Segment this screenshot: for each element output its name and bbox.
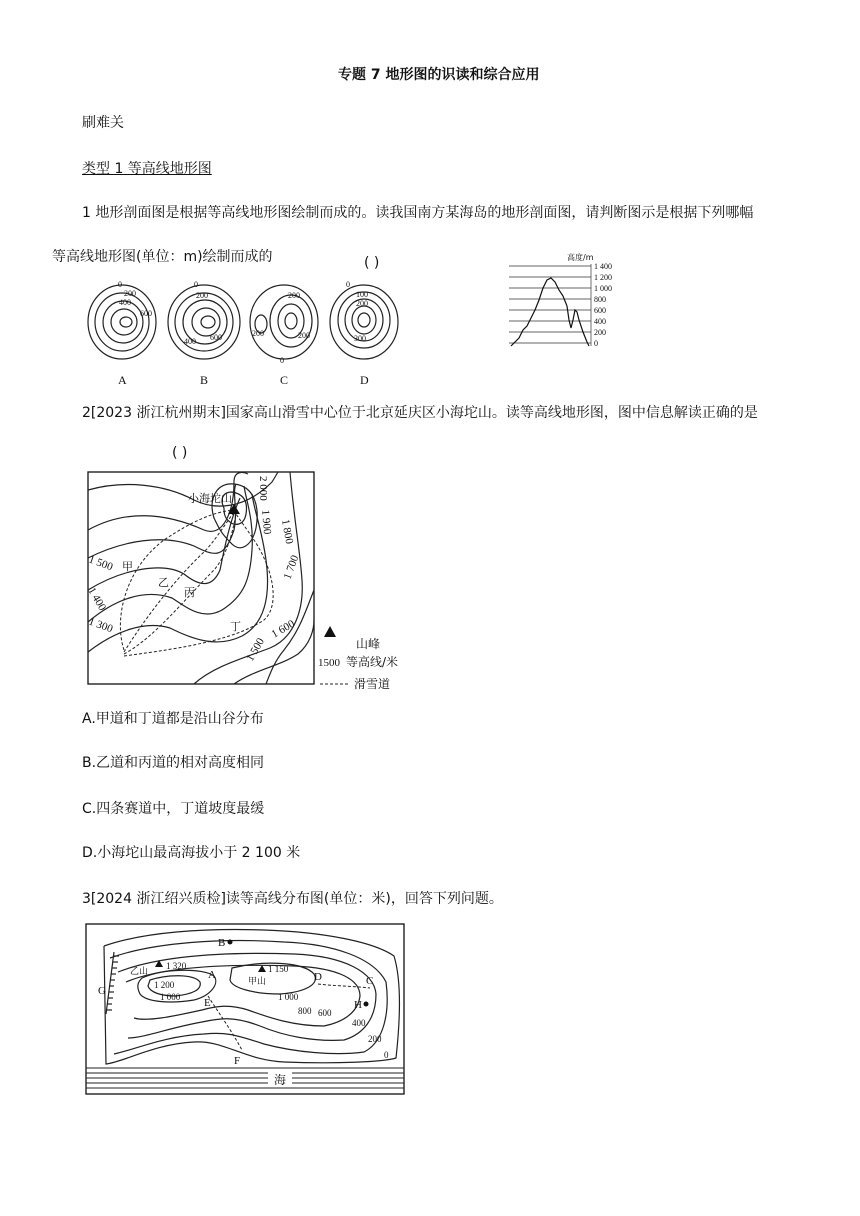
option-b-label: B (200, 373, 209, 387)
contour-label-1600: 1 600 (269, 617, 297, 641)
mountain-yi-label: 乙山 (130, 967, 149, 977)
section-label: 刷难关 (82, 115, 124, 131)
q1-answer-bracket: ( ) (364, 255, 380, 271)
map-a-label-600: 600 (140, 309, 152, 318)
profile-tick-600: 600 (594, 306, 606, 315)
profile-ylabel: 高度/m (567, 253, 594, 262)
legend-peak-icon (324, 626, 336, 637)
point-a-label: A (208, 969, 216, 981)
legend-peak-label: 山峰 (356, 637, 381, 651)
height-800: 800 (298, 1006, 312, 1016)
q3-text-line1: 3[2024 浙江绍兴质检]读等高线分布图(单位：米)，回答下列问题。 (82, 891, 503, 907)
contour-label-1500b: 1 500 (86, 553, 115, 574)
q2-text-line1: 2[2023 浙江杭州期末]国家高山滑雪中心位于北京延庆区小海坨山。读等高线地形图，图中信息解读正确的是 (82, 405, 758, 421)
contour-label-1900: 1 900 (259, 509, 274, 535)
legend-ski-label: 滑雪道 (354, 677, 391, 691)
contour-label-1700: 1 700 (281, 553, 302, 582)
legend-contour-value: 1500 (318, 657, 340, 669)
map-d-label-0: 0 (346, 280, 350, 289)
map-b-label-600: 600 (210, 333, 222, 342)
height-400: 400 (352, 1018, 366, 1028)
profile-tick-1000: 1 000 (594, 284, 612, 293)
height-0: 0 (384, 1050, 389, 1060)
point-e-label: E (204, 997, 211, 1009)
q2-option-a: A.甲道和丁道都是沿山谷分布 (82, 711, 264, 727)
height-1150: 1 150 (268, 964, 289, 974)
point-c-label: C (366, 975, 374, 987)
profile-tick-1200: 1 200 (594, 273, 612, 282)
height-600: 600 (318, 1008, 332, 1018)
q2-contour-map (84, 470, 414, 694)
road-bing-label: 丙 (184, 586, 195, 599)
map-c-label-200c: 200 (298, 331, 310, 340)
point-g-label: G (98, 985, 106, 997)
height-1000b: 1 000 (278, 992, 299, 1002)
height-1000a: 1 000 (160, 992, 181, 1002)
q2-option-d: D.小海坨山最高海拔小于 2 100 米 (82, 845, 301, 861)
road-yi-label: 乙 (158, 576, 169, 589)
height-200: 200 (368, 1034, 382, 1044)
type-label: 类型 1 等高线地形图 (82, 161, 212, 177)
option-c-label: C (280, 373, 289, 387)
profile-tick-400: 400 (594, 317, 606, 326)
q1-text-line1: 1 地形剖面图是根据等高线地形图绘制而成的。读我国南方某海岛的地形剖面图，请判断图示是根据下列哪幅 (82, 205, 754, 221)
q2-option-c: C.四条赛道中，丁道坡度最缓 (82, 801, 265, 817)
point-f-label: F (234, 1055, 241, 1067)
q2-answer-bracket: ( ) (172, 445, 188, 461)
profile-tick-800: 800 (594, 295, 606, 304)
height-1200: 1 200 (154, 980, 175, 990)
map-a-label-0: 0 (118, 280, 122, 289)
contour-label-1800: 1 800 (279, 518, 296, 545)
legend-contour-label: 等高线/米 (346, 655, 399, 669)
profile-tick-200: 200 (594, 328, 606, 337)
sea-label: 海 (274, 1073, 287, 1087)
point-h-label: H (354, 999, 362, 1011)
map-b-label-0: 0 (194, 280, 198, 289)
profile-tick-1400: 1 400 (594, 262, 612, 271)
map-d-label-100: 100 (356, 290, 368, 299)
road-ding-label: 丁 (230, 620, 241, 633)
option-a-label: A (118, 373, 127, 387)
mountain-jia-label: 甲山 (248, 977, 267, 987)
point-b-label: B (218, 937, 226, 949)
q2-option-b: B.乙道和丙道的相对高度相同 (82, 755, 265, 771)
map-b-label-200: 200 (196, 291, 208, 300)
q1-contour-maps (84, 278, 404, 390)
contour-label-1500a: 1 500 (244, 636, 267, 664)
q1-text-line2: 等高线地形图(单位：m)绘制而成的 (52, 249, 273, 265)
map-a-label-400: 400 (119, 298, 131, 307)
map-b-label-400: 400 (184, 337, 196, 346)
peak-name-label: 小海坨山 (188, 492, 232, 505)
height-1320: 1 320 (166, 961, 187, 971)
page-title: 专题 7 地形图的识读和综合应用 (338, 67, 540, 83)
map-d-label-200: 200 (356, 299, 368, 308)
map-c-label-0: 0 (280, 356, 284, 365)
map-c-label-200b: 200 (252, 329, 264, 338)
map-c-label-200a: 200 (288, 291, 300, 300)
map-a-label-200: 200 (124, 289, 136, 298)
contour-label-1300: 1 300 (86, 615, 115, 636)
q3-contour-map (84, 922, 408, 1098)
contour-label-2000: 2 000 (257, 476, 269, 501)
point-d-label: D (314, 971, 322, 983)
q1-profile-chart (505, 250, 625, 354)
contour-label-1400: 1 400 (85, 585, 109, 613)
option-d-label: D (360, 373, 369, 387)
profile-tick-0: 0 (594, 339, 598, 348)
road-jia-label: 甲 (122, 560, 133, 573)
map-d-label-300: 300 (354, 334, 366, 343)
